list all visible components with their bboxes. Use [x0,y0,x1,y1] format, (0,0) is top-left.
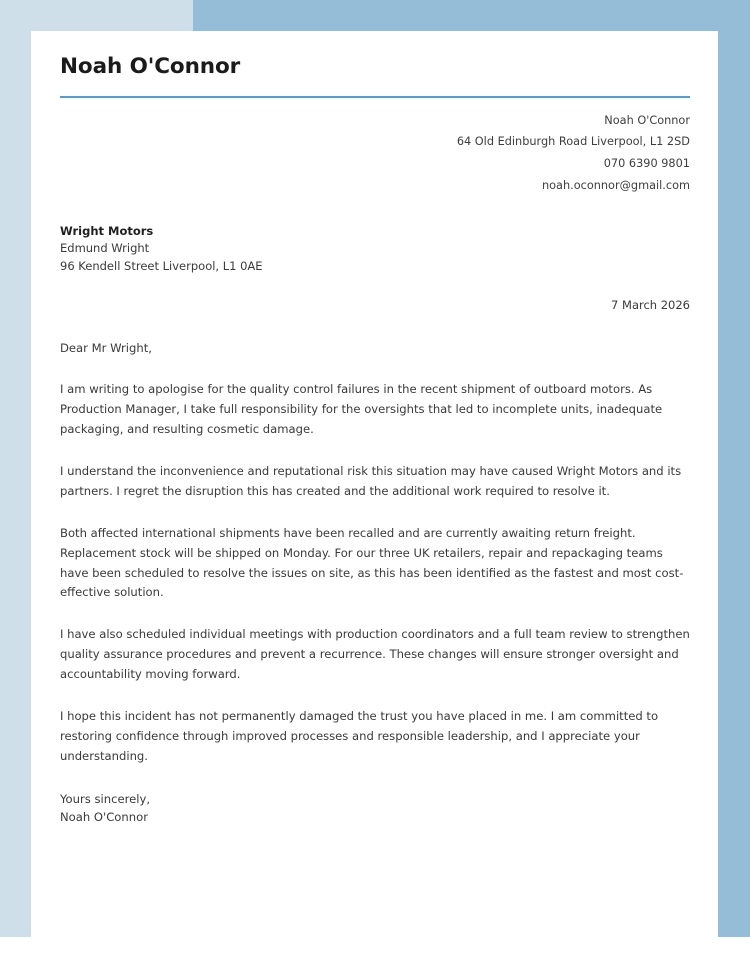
letter-date: 7 March 2026 [611,297,690,312]
recipient-block [60,223,690,276]
decorative-band-light [0,0,193,31]
signature-name: Noah O'Connor [60,809,148,824]
body-paragraph: I am writing to apologise for the quality control failures in the recent shipment of outboard motors. As Production Manager, I take full responsibility for the oversights that led to incomplete units, inadequate packaging, and resulting cosmetic damage. [60,381,663,436]
letter-body [60,358,690,767]
sender-name: Noah O'Connor [604,113,690,127]
sender-address: 64 Old Edinburgh Road Liverpool, L1 2SD [456,135,690,149]
valediction: Yours sincerely, [60,792,151,807]
sender-phone: 070 6390 9801 [603,157,690,171]
decorative-band-dark [193,0,750,31]
decorative-rail-left [0,31,31,937]
body-paragraph: I hope this incident has not permanently damaged the trust you have placed in me. I am committed to restoring confidence through improved processes and responsible leadership, and I appreciate your understanding. [60,709,659,764]
sender-email: noah.oconnor@gmail.com [541,178,690,192]
page-title: Noah O'Connor [60,54,241,79]
recipient-address: 96 Kendell Street Liverpool, L1 0AE [60,259,263,274]
salutation: Dear Mr Wright, [60,340,152,355]
recipient-company: Wright Motors [60,223,154,238]
body-paragraph: Both affected international shipments have been recalled and are currently awaiting return freight. Replacement stock will be shipped on Monday. For our three UK retailers, repair and repackaging teams have been scheduled to resolve the issues on site, as this has been identified as the fastest and most cost-effective solution. [60,525,684,600]
letter-content [60,31,690,827]
closing-block [60,791,690,827]
sender-block [60,110,690,197]
body-paragraph: I have also scheduled individual meetings with production coordinators and a full team review to strengthen quality assurance procedures and prevent a recurrence. These changes will ensure stronger oversight and accountability moving forward. [60,627,690,682]
decorative-rail-right [718,31,750,937]
letter-page [31,31,718,969]
recipient-contact: Edmund Wright [60,241,150,256]
body-paragraph: I understand the inconvenience and reputational risk this situation may have caused Wright Motors and its partners. I regret the disruption this has created and the additional work required to resolve it. [60,463,682,498]
header-divider [60,96,690,98]
